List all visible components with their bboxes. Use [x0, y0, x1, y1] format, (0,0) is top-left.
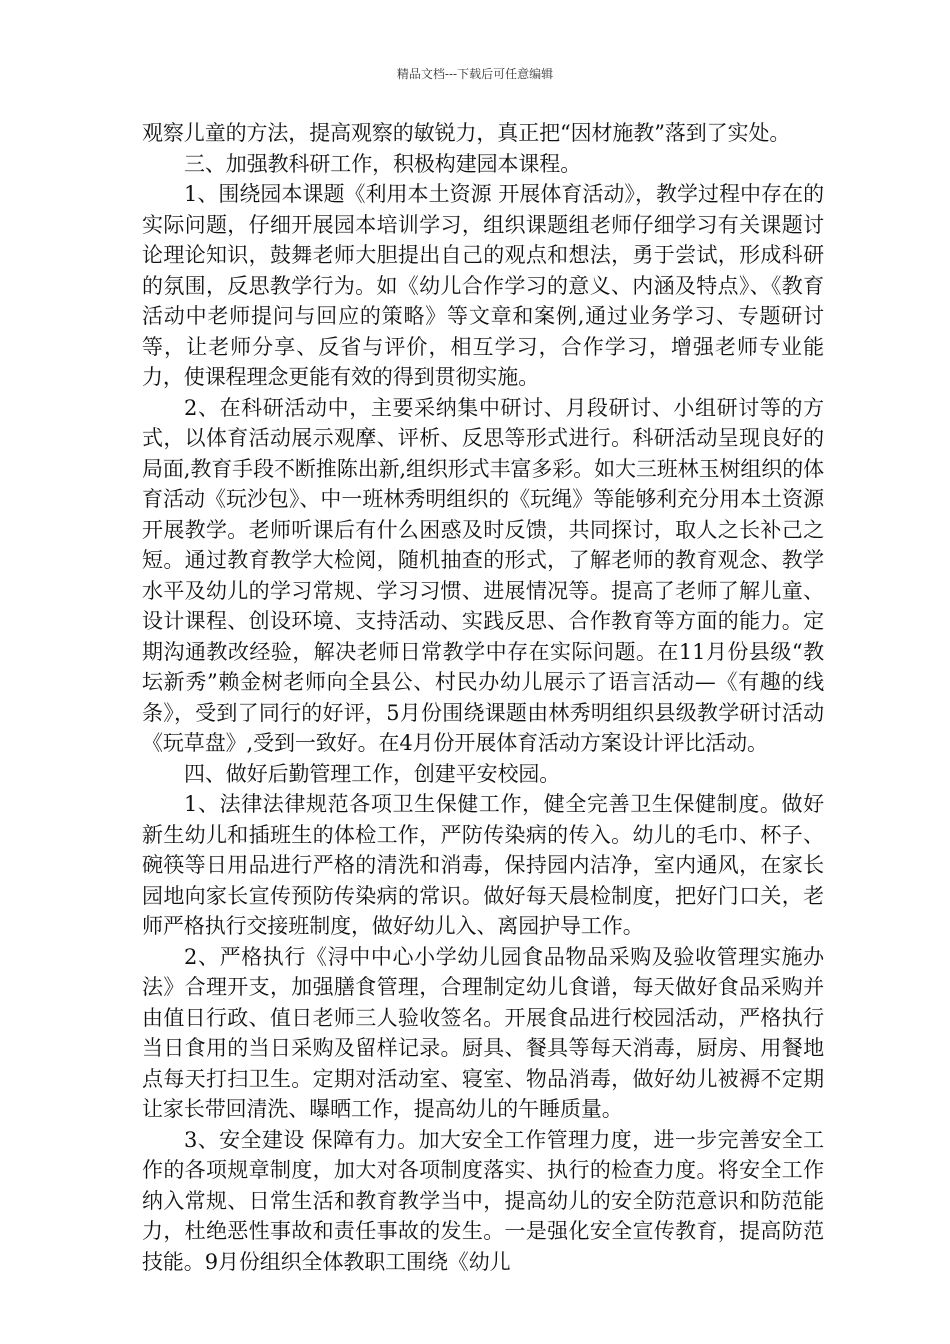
- document-body: [142, 118, 824, 1277]
- section-heading-4: 四、做好后勤管理工作，创建平安校园。: [184, 761, 561, 786]
- page-header: 精品文档---下载后可任意编辑: [396, 67, 554, 81]
- paragraph-4-3: 3、安全建设 保障有力。加大安全工作管理力度，进一步完善安全工作的各项规章制度，加大对各项制度落实、执行的检查力度。将安全工作纳入常规、日常生活和教育教学当中，提高幼儿的安全防范意识和防范能力，杜绝恶性事故和责任事故的发生。一是强化安全宣传教育，提高防范技能。9月份组织全体教职工围绕《幼儿: [142, 1127, 824, 1274]
- section-heading-3: 三、加强教科研工作，积极构建园本课程。: [184, 151, 582, 176]
- paragraph-4-2: 2、严格执行《浔中中心小学幼儿园食品物品采购及验收管理实施办法》合理开支，加强膳食管理，合理制定幼儿食谱，每天做好食品采购并由值日行政、值日老师三人验收签名。开展食品进行校园活动，严格执行当日食用的当日采购及留样记录。厨具、餐具等每天消毒，厨房、用餐地点每天打扫卫生。定期对活动室、寝室、物品消毒，做好幼儿被褥不定期让家长带回清洗、曝晒工作，提高幼儿的午睡质量。: [142, 944, 824, 1121]
- paragraph-3-2: 2、在科研活动中，主要采纳集中研讨、月段研讨、小组研讨等的方式，以体育活动展示观摩、评析、反思等形式进行。科研活动呈现良好的局面,教育手段不断推陈出新,组织形式丰富多彩。如大三班林玉树组织的体育活动《玩沙包》、中一班林秀明组织的《玩绳》等能够利充分用本土资源开展教学。老师听课后有什么困惑及时反馈，共同探讨，取人之长补己之短。通过教育教学大检阅，随机抽查的形式，了解老师的教育观念、教学水平及幼儿的学习常规、学习习惯、进展情况等。提高了老师了解儿童、设计课程、创设环境、支持活动、实践反思、合作教育等方面的能力。定期沟通教改经验，解决老师日常教学中存在实际问题。在11月份县级“教坛新秀”赖金树老师向全县公、村民办幼儿展示了语言活动—《有趣的线条》，受到了同行的好评，5月份围绕课题由林秀明组织县级教学研讨活动《玩草盘》,受到一致好。在4月份开展体育活动方案设计评比活动。: [142, 395, 824, 755]
- paragraph-3-1: 1、围绕园本课题《利用本土资源 开展体育活动》，教学过程中存在的实际问题，仔细开展园本培训学习，组织课题组老师仔细学习有关课题讨论理论知识，鼓舞老师大胆提出自己的观点和想法，勇于尝试，形成科研的氛围，反思教学行为。如《幼儿合作学习的意义、内涵及特点》、《教育活动中老师提问与回应的策略》等文章和案例,通过业务学习、专题研讨等，让老师分享、反省与评价，相互学习，合作学习，增强老师专业能力，使课程理念更能有效的得到贯彻实施。: [142, 182, 824, 389]
- paragraph-4-1: 1、法律法律规范各项卫生保健工作，健全完善卫生保健制度。做好新生幼儿和插班生的体检工作，严防传染病的传入。幼儿的毛巾、杯子、碗筷等日用品进行严格的清洗和消毒，保持园内洁净，室内通风，在家长园地向家长宣传预防传染病的常识。做好每天晨检制度，把好门口关，老师严格执行交接班制度，做好幼儿入、离园护导工作。: [142, 792, 824, 938]
- paragraph-continuation: 观察儿童的方法，提高观察的敏锐力，真正把“因材施教”落到了实处。: [142, 121, 791, 145]
